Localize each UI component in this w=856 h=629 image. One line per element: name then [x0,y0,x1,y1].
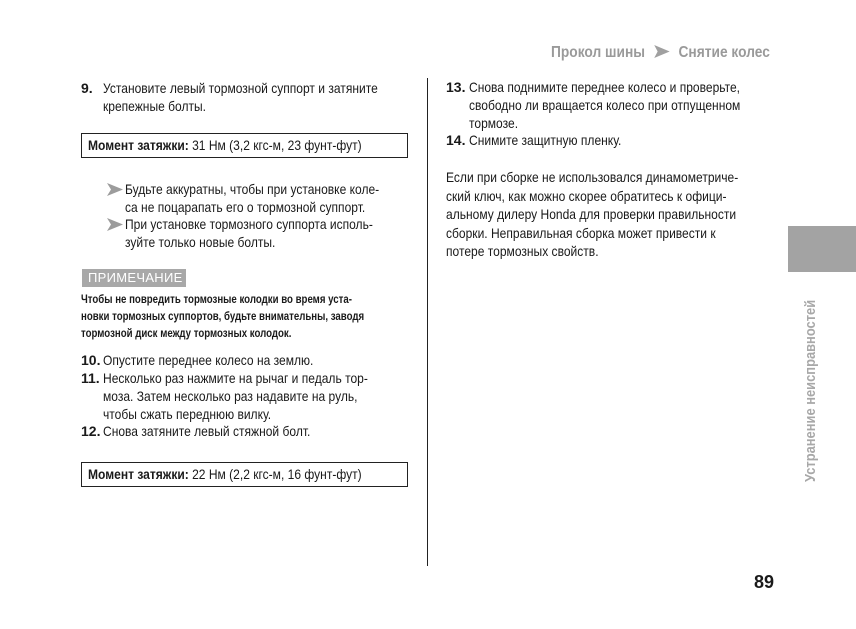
torque-label: Момент затяжки: [88,466,189,482]
info-paragraph [446,168,786,261]
step-line: моза. Затем несколько раз надавите на руль, [103,388,358,404]
warning-line: зуйте только новые болты. [125,234,276,250]
step-number: 14. [446,132,466,148]
paragraph-line: альному дилеру Honda для проверки правильности [446,206,737,222]
note-line: тормозной диск между тормозных колодок. [81,328,292,340]
step-text [469,131,646,149]
page-number: 89 [754,572,775,592]
warning-line: При установке тормозного суппорта исполь- [125,216,373,232]
arrow-right-icon [654,45,669,58]
warning-line: са не поцарапать его о тормозной суппорт. [125,199,366,215]
step-line: Установите левый тормозной суппорт и затяните [103,80,378,96]
step-line: Снова поднимите переднее колесо и проверьте, [469,79,741,95]
step-number: 13. [446,79,466,95]
step-text [103,369,411,423]
torque-value: 31 Нм (3,2 кгс-м, 23 фунт-фут) [188,137,362,153]
header-section: Прокол шины [551,44,646,61]
step-line: Снимите защитную пленку. [469,132,622,148]
note-badge: ПРИМЕЧАНИЕ [82,269,186,287]
warning-line: Будьте аккуратны, чтобы при установке коле- [125,181,380,197]
torque-label: Момент затяжки: [88,137,189,153]
step-number: 12. [81,423,101,439]
torque-spec-box [81,133,408,158]
running-header [551,44,806,62]
step-line: крепежные болты. [103,98,207,114]
note-line: Чтобы не повредить тормозные колодки во время уста- [81,294,352,306]
step-line: тормозе. [469,115,519,131]
step-number: 10. [81,352,101,368]
step-line: чтобы сжать переднюю вилку. [103,406,272,422]
step-text [469,78,785,132]
step-line: Снова затяните левый стяжной болт. [103,423,311,439]
paragraph-line: ский ключ, как можно скорее обратитесь к офици- [446,187,727,204]
warning-text [125,180,421,216]
section-side-label-text: Устранение неисправностей [802,299,819,482]
step-number: 11. [81,370,100,386]
section-side-label [802,270,819,482]
step-text [103,79,423,115]
column-divider [427,78,428,566]
paragraph-line: Если при сборке не использовался динамометриче- [446,169,739,185]
paragraph-line: сборки. Неправильная сборка может привести к [446,224,716,241]
warning-text [125,215,413,251]
torque-value: 22 Нм (2,2 кгс-м, 16 фунт-фут) [188,466,362,482]
header-text [551,44,770,62]
step-number: 9. [81,80,93,96]
step-line: Опустите переднее колесо на землю. [103,352,314,368]
header-subsection: Снятие колес [678,44,770,61]
warning-arrow-icon [107,183,123,196]
step-text [103,422,344,440]
warning-arrow-icon [107,218,123,231]
note-text [81,292,418,343]
step-line: свободно ли вращается колесо при отпущенном [469,97,741,113]
step-text [103,351,348,369]
step-line: Несколько раз нажмите на рычаг и педаль тор- [103,370,368,386]
section-tab-marker [788,226,856,272]
torque-spec-box [81,462,408,487]
paragraph-line: потере тормозных свойств. [446,243,599,259]
note-line: новки тормозных суппортов, будьте внимательны, заводя [81,311,365,323]
